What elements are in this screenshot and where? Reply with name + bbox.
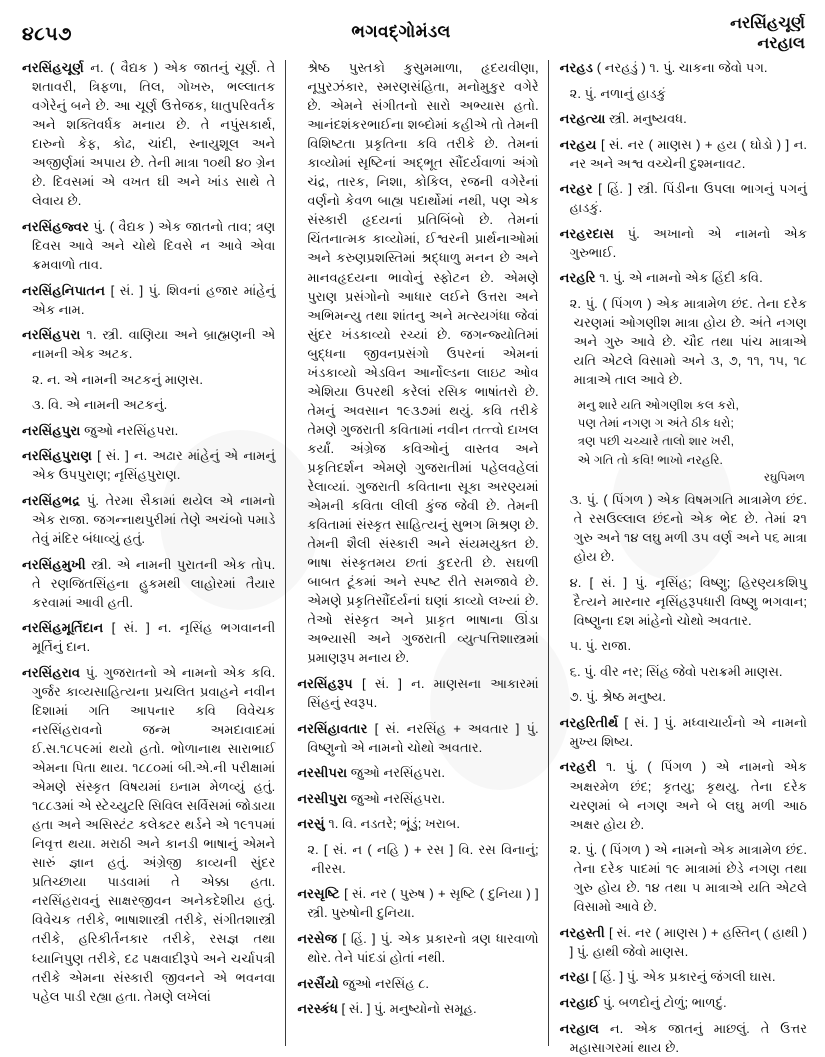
- entry-definition: ૧. પું. એ નામનો એક હિંદી કવિ.: [595, 270, 763, 286]
- verse-line: ત્રણ પછી ચચ્ચારે તાલો શાર ખરી,: [577, 434, 735, 449]
- dictionary-entry: [297, 719, 538, 757]
- dictionary-entry: [22, 58, 275, 210]
- guide-words: [730, 14, 805, 55]
- entry-headword: નરસીપરા: [297, 765, 348, 781]
- entry-headword: નરસૈંયો: [297, 975, 339, 991]
- entry-definition: ૧. સ્ત્રી. વાણિયા અને બ્રાહ્મણની એ નામની એક અટક.: [32, 327, 276, 362]
- entry-definition: જુઓ નરસિંહપરા.: [347, 790, 446, 806]
- dictionary-entry: [560, 268, 807, 287]
- verse-attribution: રઘુપિમળ: [764, 470, 805, 484]
- dictionary-entry: [297, 929, 538, 967]
- entry-sense-text: ૨. ન. એ નામની અટકનું માણસ.: [32, 371, 203, 387]
- entry-definition: [ સં. નર ( માણસ ) + હય ( ઘોડો ) ] ન. નર અને અશ્વ વચ્ચેની દુશ્મનાવટ.: [569, 136, 807, 171]
- dictionary-entry: [560, 109, 807, 128]
- entry-sense: [560, 662, 807, 681]
- entry-sense-text: ૭. પું. શ્રેષ્ઠ મનુષ્ય.: [569, 689, 666, 705]
- entry-headword: નરસિંહાવતાર: [297, 720, 368, 736]
- dictionary-entry: [297, 884, 538, 922]
- entry-definition: [ હિં. ] પું. એક પ્રકારનું જંગલી ઘાસ.: [589, 969, 776, 985]
- dictionary-entry: [560, 224, 807, 262]
- entry-sense-text: ૪. [ સં. ] પું. નૃસિંહ; વિષ્ણુ; હિરણ્યકશિપુ દૈત્યને મારનાર નૃસિંહરૂપધારી વિષ્ણુ ભગવાન; વિષ્ણુના દશ માંહેનો ચોથો અવતાર.: [569, 574, 807, 628]
- entry-sense: [297, 840, 538, 878]
- dictionary-entry: [297, 763, 538, 782]
- entry-definition: પું. તેરમા સૈકામાં થયેલ એ નામનો એક રાજા. જગન્નાથપુરીમાં તેણે અચંબો પમાડે તેવું મંદિર બંધાવ્યું હતું.: [32, 492, 276, 547]
- continued-text: શ્રેષ્ઠ પુસ્તકો કુસુમમાળા, હૃદયવીણા, નૂપુરઝંકાર, સ્મરણસંહિતા, મનોમુકુર વગેરે છે. એમને સંગીતનો સારો અભ્યાસ હતો. આનંદશંકરભાઈના શબ્દોમાં કહીએ તો તેમની વિશિષ્ટતા પ્રકૃતિના કવિ તરીકે છે. તેમનાં કાવ્યોમાં સૃષ્ટિનાં અદ્‌ભૂત સૌંદર્યવાળાં અંગો ચંદ્ર, તારક, નિશા, કોકિલ, રજની વગેરેનાં વર્ણનો કેવળ બાહ્ય પદાર્થોમાં નથી, પણ એક સંસ્કારી હૃદયનાં પ્રતિબિંબો છે. તેમનાં ચિંતનાત્મક કાવ્યોમાં, ઈશ્વરની પ્રાર્થનાઓમાં અને કરુણપ્રશસ્તિમાં શ્રદ્ધાળુ મનન છે અને માનવહૃદયના ભાવોનું સ્ફોટન છે. એમણે પુરાણ પ્રસંગોનો આધાર લઈને ઉત્તરા અને અભિમન્યુ તથા શાંતનુ અને મત્સ્યગંધા જેવાં સુંદર ખંડકાવ્યો રચ્યાં છે. જગન્જ્યોતિમાં બુદ્ધના જીવનપ્રસંગો ઉપરનાં એમનાં ખંડકાવ્યો એડવિન આર્નોલ્ડના લાઇટ ઓવ એશિયા ઉપરથી કરેલાં રસિક ભાષાંતરો છે. તેમનું અવસાન ૧૯૩૭માં થયું. કવિ તરીકે તેમણે ગુજરાતી કવિતામાં નવીન તત્ત્વો દાખલ કર્યાં. અંગ્રેજ કવિઓનું વાસ્તવ અને પ્રકૃતિદર્શન એમણે ગુજરાતીમાં પહેલવહેલાં રેલાવ્યાં. ગુજરાતી કવિતાના સૂકા અરણ્યમાં એમની કવિતા લીલી કુંજ જેવી છે. તેમની કવિતામાં સંસ્કૃત સાહિત્યનું સુભગ મિશ્રણ છે. તેમની શૈલી સંસ્કારી અને સંયમયુક્ત છે. ભાષા સંસ્કૃતમય છતાં કુદરતી છે. સઘળી બાબત ટૂંકમાં અને સ્પષ્ટ રીતે સમજાવે છે. એમણે પ્રકૃતિસૌંદર્યનાં ઘણાં કાવ્યો લખ્યાં છે. તેઓ સંસ્કૃત અને પ્રાકૃત ભાષાના ઊંડા અભ્યાસી અને ગુજરાતી વ્યુત્પત્તિશાસ્ત્રમાં પ્રમાણરૂપ મનાય છે.: [307, 60, 539, 666]
- entry-sense-text: ૩. પું. ( પિંગળ ) એક વિષમગતિ માત્રામેળ છંદ. તે રસઉલ્લાલ છંદનો એક ભેદ છે. તેમાં ૨૧ ગુરુ અને ૧૪ લઘુ મળી ૩૫ વર્ણ અને ૫૬ માત્રા હોય છે.: [569, 491, 807, 565]
- entry-definition: ૧. પું. ( પિંગળ ) એ નામનો એક અક્ષરમેળ છંદ; કૃતયુ; કૃથયુ. તેના દરેક ચરણમાં બે નગણ અને બે લઘુ મળી આઠ અક્ષર હોય છે.: [569, 759, 807, 832]
- entry-headword: નરસિંહપુરા: [22, 422, 81, 438]
- entry-headword: નરસિંહચૂર્ણ: [22, 60, 84, 75]
- entry-headword: નરહરિતીર્થ: [559, 714, 619, 730]
- entry-sense: [560, 573, 807, 630]
- entry-headword: નરહરી: [559, 759, 597, 775]
- entry-headword: નરહા: [559, 969, 589, 985]
- entry-headword: નરસિંહનિપાતન: [22, 282, 106, 298]
- entry-sense-text: ૩. વિ. એ નામની અટકનું.: [32, 397, 168, 413]
- entry-headword: નરહય: [559, 136, 597, 152]
- dictionary-entry: [560, 757, 807, 833]
- dictionary-entry: [560, 713, 807, 751]
- entry-definition: સ્ત્રી. એ નામની પુરાતની એક તોપ. તે રણજિતસિંહના હુકમથી લાહોરમાં તૈયાર કરવામાં આવી હતી.: [32, 556, 276, 610]
- dictionary-entry: [297, 999, 538, 1018]
- entry-headword: નરહસ્તી: [559, 924, 605, 940]
- dictionary-entry: [22, 421, 275, 440]
- entry-headword: નરસૃષ્ટિ: [297, 886, 340, 902]
- entry-sense: [560, 84, 807, 103]
- dictionary-entry: [22, 217, 275, 274]
- entry-definition: જુઓ નરસિંહ ૮.: [338, 975, 430, 991]
- entry-headword: નરસિંહભદ્ર: [22, 492, 81, 508]
- verse-quotation: [560, 396, 807, 469]
- entry-sense-text: ૨. પું. ( પિંગળ ) એક માત્રામેળ છંદ. તેના દરેક ચરણમાં ઓગણીશ માત્રા હોય છે. અંતે નગણ અને ગુરુ આવે છે. ચૌદ તથા પાંચ માત્રાએ યતિ એટલે વિસામો અને ૩, ૭, ૧૧, ૧૫, ૧૮ માત્રાએ તાલ આવે છે.: [569, 295, 807, 388]
- entry-headword: નરસીપુરા: [297, 790, 348, 806]
- entry-sense-text: ૫. પું. રાજા.: [569, 638, 632, 654]
- guide-word-first: નરસિંહચૂર્ણ: [730, 15, 805, 32]
- entry-sense-text: ૨. પું. નળાનું હાડકું: [569, 85, 666, 101]
- entry-definition: પું. અખાનો એ નામનો એક ગુરુભાઈ.: [569, 225, 807, 260]
- entry-headword: નરસિંહરાવ: [22, 664, 81, 680]
- dictionary-entry: [22, 618, 275, 656]
- verse-line: પણ તેમાં નગણ ગ અંતે ઠીક ધરો;: [577, 416, 734, 430]
- entry-headword: નરહાઈ: [559, 994, 600, 1010]
- entry-definition: [ હિં. ] પું. એક પ્રકારનો ત્રણ ધારવાળો થોર. તેને પાંદડાં હોતાં નથી.: [307, 931, 539, 966]
- dictionary-entry: [560, 135, 807, 173]
- entry-definition: [ સં. ] પું. શિવનાં હજાર માંહેનું એક નામ.: [32, 282, 276, 317]
- dictionary-entry: [560, 1019, 807, 1057]
- dictionary-entry: [297, 814, 538, 833]
- dictionary-entry: [560, 923, 807, 961]
- entry-definition: પું. ( વૈદ્યક ) એક જાતનો તાવ; ત્રણ દિવસ આવે અને ચોથે દિવસે ન આવે એવા ક્રમવાળો તાવ.: [32, 218, 276, 272]
- entry-sense: [560, 294, 807, 389]
- entry-definition: [ સં. નર ( માણસ ) + હસ્તિન્ ( હાથી ) ] પું. હાથી જેવો માણસ.: [569, 924, 807, 959]
- entry-headword: નરસેજ: [297, 931, 338, 947]
- book-title: ભગવદ્‌ગોમંડલ: [351, 22, 451, 41]
- verse-line: એ ગતિ તો કવિ! ભાખો નરહરિ.: [577, 452, 723, 467]
- verse-line: મનુ શારે યતિ ઓગણીશ કલ કરો,: [577, 397, 739, 412]
- dictionary-entry: [22, 325, 275, 363]
- entry-sense-text: ૬. પું. વીર નર; સિંહ જેવો પરાક્રમી માણસ.: [569, 663, 783, 679]
- entry-headword: નરસિંહપરા: [22, 327, 81, 343]
- text-column-1: [14, 58, 285, 1050]
- entry-definition: [ સં. નર ( પુરુષ ) + સૃષ્ટિ ( દુનિયા ) ] સ્ત્રી. પુરુષોની દુનિયા.: [307, 886, 539, 921]
- entry-headword: નરસું: [297, 816, 325, 832]
- entry-definition: પું. બળદોનું ટોળું; ભાળદું.: [599, 994, 727, 1010]
- entry-definition: સ્ત્રી. મનુષ્યવધ.: [605, 111, 687, 127]
- entry-sense: [560, 687, 807, 706]
- entry-definition: ૧. વિ. નડતરે; ભૂંડું; ખરાબ.: [324, 816, 460, 832]
- entry-sense: [22, 370, 275, 389]
- entry-definition: [ સં. ] ન. અઢાર માંહેનું એ નામનું એક ઉપપુરાણ; નૃસિંહપુરાણ.: [32, 448, 276, 483]
- entry-sense: [560, 840, 807, 916]
- guide-word-last: નરહાલ: [757, 35, 805, 53]
- entry-definition: [ સં. નરસિંહ + અવતાર ] પું. વિષ્ણુનો એ નામનો ચોથો અવતાર.: [307, 720, 539, 755]
- entry-definition: [ હિં. ] સ્ત્રી. પિંડીના ઉપલા ભાગનું પગનું હાડકું.: [569, 181, 807, 216]
- dictionary-entry: [22, 491, 275, 548]
- entry-definition: ન. એક જાતનું માછલું. તે ઉત્તર મહાસાગરમાં થાય છે.: [569, 1020, 807, 1055]
- entry-headword: નરસિંહમુખી: [22, 556, 86, 572]
- dictionary-entry: [22, 555, 275, 612]
- entry-definition: જુઓ નરસિંહપરા.: [80, 422, 179, 438]
- text-column-3: [549, 58, 811, 1055]
- entry-headword: નરહરિ: [559, 270, 596, 286]
- dictionary-entry: [297, 974, 538, 993]
- entry-headword: નરહર: [559, 181, 593, 197]
- entry-sense: [560, 636, 807, 655]
- entry-definition: જુઓ નરસિંહપરા.: [347, 765, 446, 781]
- dictionary-entry: [297, 674, 538, 712]
- entry-definition: ( નરહડું ) ૧. પું. ચાકના જેવો પગ.: [593, 60, 768, 75]
- dictionary-entry: [560, 967, 807, 986]
- entry-headword: નરસિંહરૂપ: [297, 676, 353, 691]
- running-head: [14, 12, 811, 58]
- entry-headword: નરહરદાસ: [559, 225, 614, 241]
- entry-headword: નરહાલ: [559, 1020, 599, 1036]
- entry-definition: [ સં. ] પું. મધ્વાચાર્યનો એ નામનો મુખ્ય શિષ્ય.: [569, 714, 807, 749]
- entry-headword: નરસ્કંધ: [297, 1001, 338, 1017]
- dictionary-entry: [22, 281, 275, 319]
- dictionary-entry: [297, 789, 538, 808]
- entry-sense: [560, 490, 807, 566]
- column-container: [14, 58, 811, 1055]
- entry-headword: નરસિંહપુરાણ: [22, 448, 92, 464]
- dictionary-entry: [560, 58, 807, 77]
- entry-headword: નરસિંહજ્વર: [22, 218, 89, 234]
- text-column-2: [286, 58, 547, 1050]
- entry-definition: [ સં. ] ન. માણસના આકારમાં સિંહનું સ્વરૂપ.: [307, 676, 539, 711]
- entry-definition: [ સં. ] ન. નૃસિંહ ભગવાનની મૂર્તિનું દાન.: [32, 620, 276, 655]
- page-number: ૪૮૫૭: [22, 24, 72, 45]
- entry-headword: નરહત્યા: [559, 111, 606, 127]
- entry-definition: ન. ( વૈદ્યક ) એક જાતનું ચૂર્ણ. તે શતાવરી, ત્રિફળા, તિલ, ગોખરુ, ભલ્લાતક વગેરેનું બને છે. આ ચૂર્ણ ઉત્તેજક, ધાતુપરિવર્તક અને શક્તિવર્ધક મનાય છે. તે નપુંસકાર્થ, દારુનો કેફ, કોઢ, ચાંદી, સ્નાયુશૂલ અને અજીર્ણમાં અપાય છે. તેની માત્રા ૧૦થી ૪૦ ગ્રેન છે. દિવસમાં એ વખત ઘી અને ખાંડ સાથે તે લેવાય છે.: [32, 60, 276, 209]
- entry-definition: [ સં. ] પું. મનુષ્યોનો સમૂહ.: [337, 1001, 477, 1017]
- dictionary-entry: [22, 446, 275, 484]
- entry-definition: પું. ગુજરાતનો એ નામનો એક કવિ. ગુર્જર કાવ્યસાહિત્યના પ્રચલિત પ્રવાહને નવીન દિશામાં ગતિ આપનાર કવિ વિવેચક નરસિંહરાવનો જન્મ અમદાવાદમાં ઈ.સ.૧૮૫૯માં થયો હતો. ભોળાનાથ સારાભાઈ એમના પિતા થાય. ૧૮૮૦માં બી.એ.ની પરીક્ષામાં એમણે સંસ્કૃત વિષયમાં ઇનામ મેળવ્યું હતું. ૧૮૮૩માં એ સ્ટેચ્યુટરિ સિવિલ સર્વિસમાં જોડાયા હતા અને અસિસ્ટંટ કલેક્ટર થર્ડને એ ૧૯૧૫માં નિવૃત્ત થયા. મરાઠી અને કાનડી ભાષાનું એમને સારું જ્ઞાન હતું. અંગ્રેજી કાવ્યની સુંદર પ્રતિચ્છાયા પાડવામાં તે એક્કા હતા. નરસિંહરાવનું સાક્ષરજીવન અનેકદેશીય હતું. વિવેચક તરીકે, ભાષાશાસ્ત્રી તરીકે, સંગીતશાસ્ત્રી તરીકે, હરિકીર્તનકાર તરીકે, રસજ્ઞ તથા ધ્યાનિપુણ તરીકે, દઢ પક્ષવાદીરૂપે અને ચર્ચાપત્રી તરીકે એમના સંસ્કારી જીવનને એ ભવનવા પહેલ પાડી રહ્યા હતા. તેમણે લખેલાં: [32, 664, 276, 1004]
- dictionary-entry: [560, 993, 807, 1012]
- continued-paragraph: [297, 58, 538, 668]
- entry-sense: [22, 395, 275, 414]
- entry-sense-text: ૨. પું. ( પિંગળ ) એ નામનો એક માત્રામેળ છંદ. તેના દરેક પાદમાં ૧૯ માત્રામાં છેડે નગણ તથા ગુરુ હોય છે. ૧૪ તથા ૫ માત્રાએ યતિ એટલે વિસામો આવે છે.: [569, 842, 807, 915]
- dictionary-entry: [560, 179, 807, 217]
- entry-sense-text: ૨. [ સં. ન ( નહિ ) + રસ ] વિ. રસ વિનાનું; નીરસ.: [307, 841, 539, 876]
- entry-headword: નરસિંહમૂર્તિદાન: [22, 620, 104, 636]
- dictionary-entry: [22, 663, 275, 1006]
- entry-headword: નરહડ: [559, 60, 594, 75]
